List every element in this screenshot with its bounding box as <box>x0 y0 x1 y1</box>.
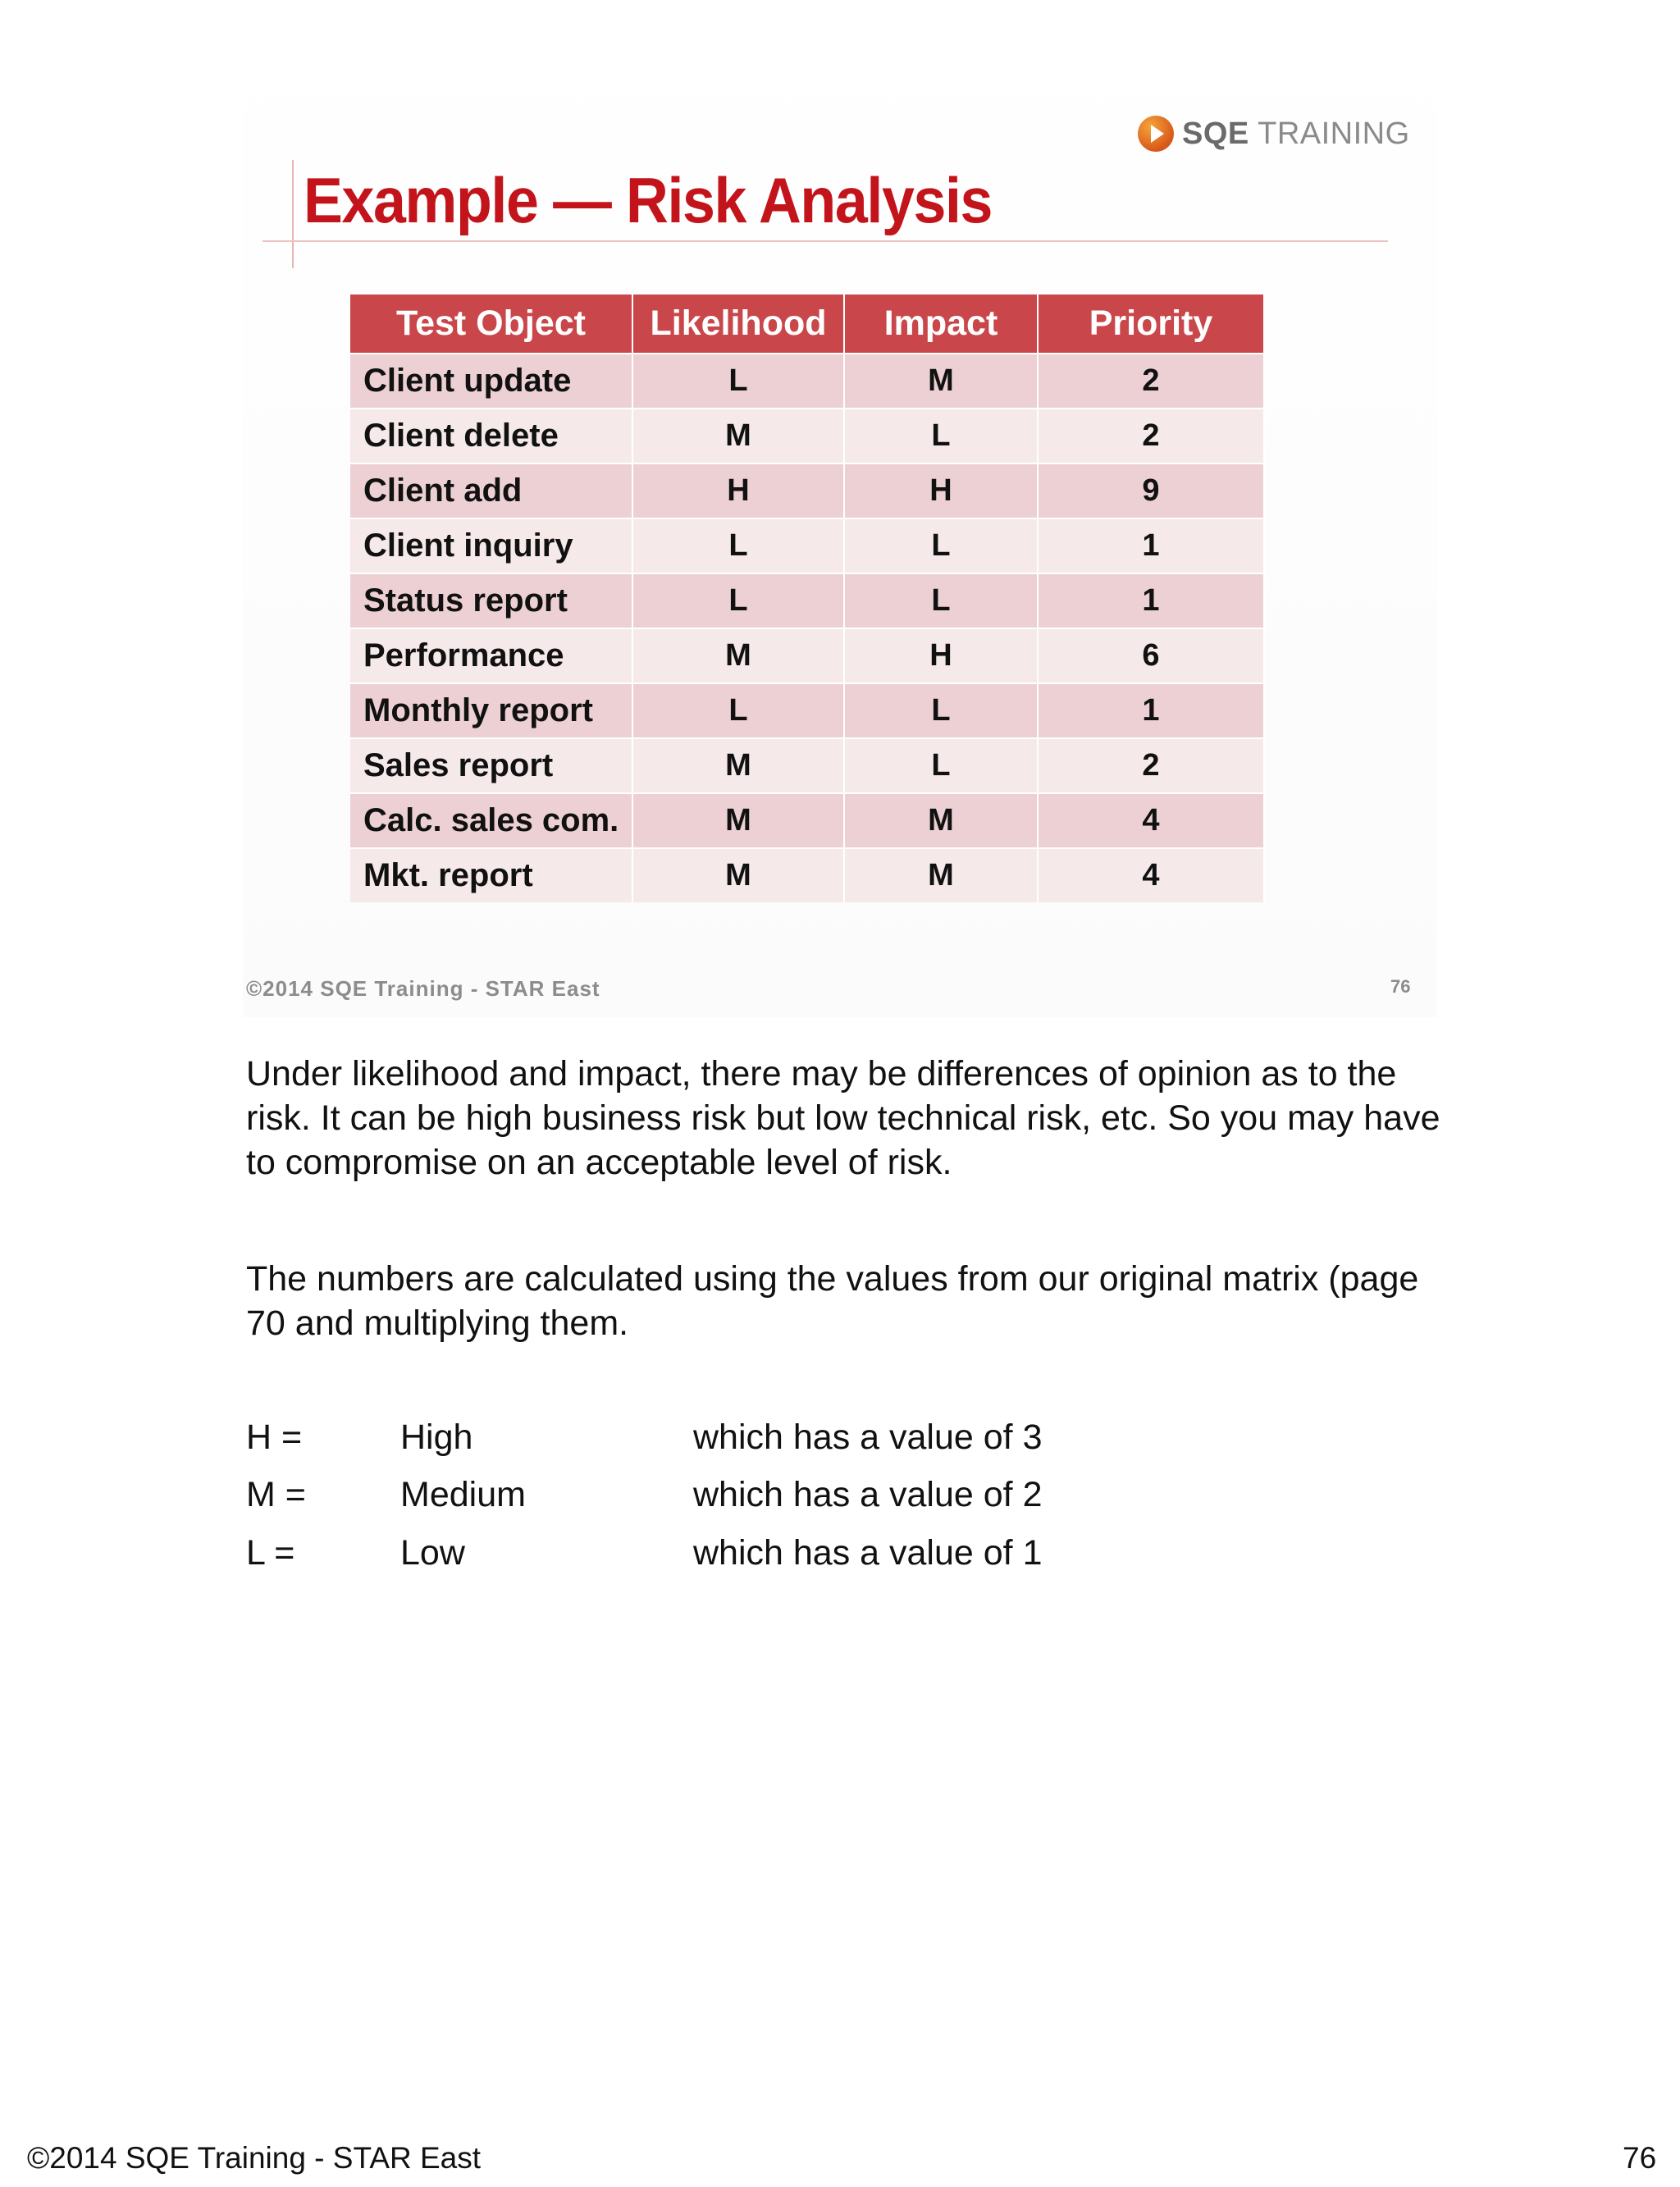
table-row <box>350 848 1264 902</box>
legend-key: M = <box>246 1475 306 1514</box>
cell-priority: 1 <box>1038 683 1264 738</box>
cell-priority: 2 <box>1038 354 1264 409</box>
cell-priority: 1 <box>1038 573 1264 628</box>
table-row <box>350 463 1264 518</box>
page-copyright: ©2014 SQE Training - STAR East <box>27 2141 482 2175</box>
cell-priority: 6 <box>1038 628 1264 683</box>
cell-impact: L <box>844 683 1038 738</box>
title-divider-vertical <box>292 160 294 268</box>
cell-test-object: Mkt. report <box>350 848 632 902</box>
cell-priority: 4 <box>1038 848 1264 902</box>
cell-likelihood: L <box>632 354 844 409</box>
cell-test-object: Calc. sales com. <box>350 793 632 848</box>
slide-title: Example — Risk Analysis <box>304 164 993 236</box>
table-header-row <box>350 294 1264 354</box>
cell-test-object: Status report <box>350 573 632 628</box>
table-row <box>350 683 1264 738</box>
page-number: 76 <box>1623 2141 1657 2175</box>
cell-priority: 2 <box>1038 409 1264 463</box>
cell-impact: L <box>844 518 1038 573</box>
cell-test-object: Performance <box>350 628 632 683</box>
cell-impact: M <box>844 848 1038 902</box>
header-impact: Impact <box>844 294 1038 354</box>
table-row <box>350 573 1264 628</box>
cell-impact: L <box>844 573 1038 628</box>
cell-test-object: Client update <box>350 354 632 409</box>
cell-likelihood: L <box>632 683 844 738</box>
play-icon <box>1138 116 1174 152</box>
cell-priority: 1 <box>1038 518 1264 573</box>
legend-description: which has a value of 2 <box>693 1475 1043 1514</box>
table-row <box>350 738 1264 793</box>
header-test-object: Test Object <box>350 294 632 354</box>
cell-impact: M <box>844 354 1038 409</box>
notes-paragraph-1: Under likelihood and impact, there may be differences of opinion as to the risk. It can be high business risk but low technical risk, etc. So you may have to compromise on an acceptable level of risk. <box>246 1054 1440 1182</box>
legend-key: L = <box>246 1533 295 1573</box>
cell-test-object: Client add <box>350 463 632 518</box>
cell-priority: 4 <box>1038 793 1264 848</box>
cell-priority: 9 <box>1038 463 1264 518</box>
slide-number: 76 <box>1390 976 1411 997</box>
table-row <box>350 793 1264 848</box>
slide-copyright: ©2014 SQE Training - STAR East <box>246 976 600 1001</box>
legend-description: which has a value of 1 <box>693 1533 1043 1573</box>
header-priority: Priority <box>1038 294 1264 354</box>
legend-description: which has a value of 3 <box>693 1418 1043 1457</box>
cell-likelihood: L <box>632 573 844 628</box>
cell-likelihood: L <box>632 518 844 573</box>
legend-value: Low <box>400 1533 465 1573</box>
table-row <box>350 354 1264 409</box>
legend-key: H = <box>246 1418 303 1457</box>
cell-impact: H <box>844 628 1038 683</box>
cell-priority: 2 <box>1038 738 1264 793</box>
cell-likelihood: M <box>632 738 844 793</box>
title-divider-horizontal <box>262 240 1388 242</box>
sqe-training-logo <box>1138 112 1410 155</box>
cell-impact: L <box>844 738 1038 793</box>
cell-likelihood: M <box>632 848 844 902</box>
cell-likelihood: M <box>632 628 844 683</box>
table-row <box>350 518 1264 573</box>
header-likelihood: Likelihood <box>632 294 844 354</box>
cell-test-object: Monthly report <box>350 683 632 738</box>
cell-impact: M <box>844 793 1038 848</box>
cell-test-object: Client delete <box>350 409 632 463</box>
logo-text: SQE TRAINING <box>1182 116 1410 151</box>
risk-analysis-table <box>350 294 1265 902</box>
cell-test-object: Client inquiry <box>350 518 632 573</box>
notes-paragraph-2: The numbers are calculated using the values from our original matrix (page 70 and multiplying them. <box>246 1259 1419 1343</box>
cell-likelihood: M <box>632 793 844 848</box>
table-row <box>350 409 1264 463</box>
cell-likelihood: H <box>632 463 844 518</box>
legend-value: High <box>400 1418 473 1457</box>
cell-impact: H <box>844 463 1038 518</box>
cell-likelihood: M <box>632 409 844 463</box>
cell-test-object: Sales report <box>350 738 632 793</box>
cell-impact: L <box>844 409 1038 463</box>
table-row <box>350 628 1264 683</box>
legend-value: Medium <box>400 1475 526 1514</box>
